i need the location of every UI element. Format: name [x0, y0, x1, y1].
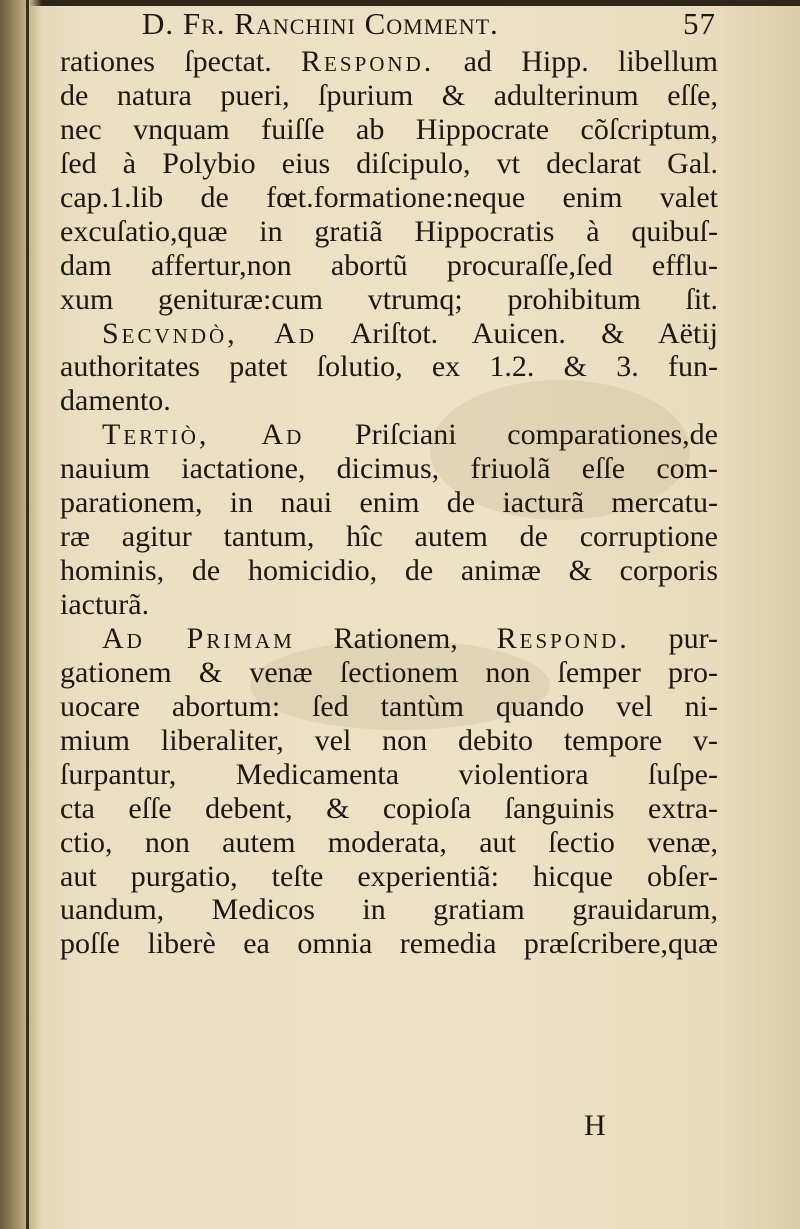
text-line: cap.1.lib de fœt.formatione:neque enim valet	[60, 180, 718, 214]
text-line: Ad Primam Rationem, Respond. pur-	[102, 621, 718, 655]
text-line: excuſatio,quæ in gratiã Hippocratis à quibuſ-	[60, 214, 718, 248]
text-line: ſurpantur, Medicamenta violentiora ſuſpe-	[60, 757, 718, 791]
page-header	[60, 2, 760, 48]
text-line: Secvndò, Ad Ariſtot. Auicen. & Aëtij	[102, 316, 718, 350]
text-line: gationem & venæ ſectionem non ſemper pro-	[60, 655, 718, 689]
text-line: poſſe liberè ea omnia remedia præſcribere,quæ	[60, 927, 718, 961]
page-number: 57	[683, 6, 716, 41]
text-line: dam affertur,non abortũ procuraſſe,ſed efflu-	[60, 248, 718, 282]
text-line: rationes ſpectat. Respond. ad Hipp. libellum	[60, 45, 718, 78]
text-line: mium liberaliter, vel non debito tempore v-	[60, 723, 718, 757]
text-line: uandum, Medicos in gratiam grauidarum,	[60, 893, 718, 927]
text-line: ctio, non autem moderata, aut ſectio venæ,	[60, 825, 718, 859]
running-title: D. Fr. Ranchini Comment.	[142, 6, 499, 41]
text-line: nauium iactatione, dicimus, friuolã eſſe com-	[60, 452, 718, 486]
text-line: de natura pueri, ſpurium & adulterinum eſſe,	[60, 78, 718, 112]
text-line: aut purgatio, teſte experientiã: hicque obſer-	[60, 859, 718, 893]
text-line: Tertiò, Ad Priſciani comparationes,de	[102, 418, 718, 452]
text-line: iacturã.	[60, 588, 150, 621]
text-line: authoritates patet ſolutio, ex 1.2. & 3. fun-	[60, 350, 718, 384]
book-gutter	[0, 0, 42, 1229]
text-line: parationem, in naui enim de iacturã mercatu-	[60, 486, 718, 520]
text-line: hominis, de homicidio, de animæ & corporis	[60, 554, 718, 588]
text-line: xum genituræ:cum vtrumq; prohibitum ſit.	[60, 282, 718, 316]
body-text	[60, 45, 718, 961]
binding-edge	[26, 0, 29, 1229]
text-line: nec vnquam fuiſſe ab Hippocrate cõſcriptum,	[60, 112, 718, 146]
signature-mark: H	[584, 1109, 606, 1142]
text-line: uocare abortum: ſed tantùm quando vel ni-	[60, 689, 718, 723]
text-line: cta eſſe debent, & copioſa ſanguinis extra-	[60, 791, 718, 825]
text-line: damento.	[60, 384, 171, 418]
text-line: ſed à Polybio eius diſcipulo, vt declarat Gal.	[60, 146, 718, 180]
text-line: ræ agitur tantum, hîc autem de corruptione	[60, 520, 718, 554]
